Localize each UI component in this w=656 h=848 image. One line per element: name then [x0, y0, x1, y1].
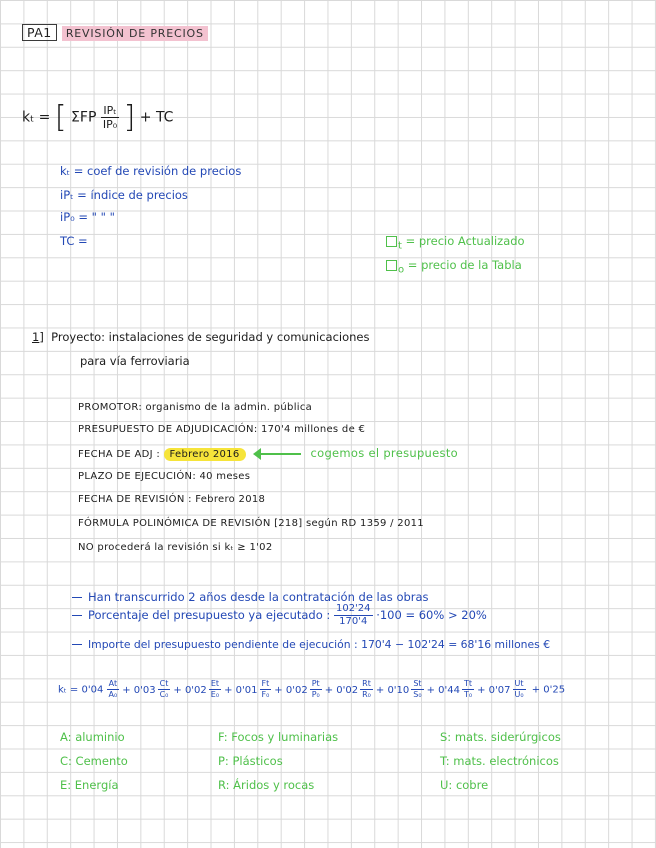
fraction-denominator: F₀	[261, 690, 270, 699]
kt-term-fraction	[513, 680, 526, 699]
formula-rhs: + TC	[139, 109, 174, 126]
bullet-importe	[72, 637, 550, 651]
fraction-numerator: Ct	[159, 679, 169, 688]
legend-col2-item: R: Áridos y rocas	[218, 778, 315, 792]
bracket-open: [	[54, 100, 67, 135]
kt-term-coef: + 0'02	[324, 684, 359, 696]
presupuesto: PRESUPUESTO DE ADJUDICACIÓN: 170'4 millones de €	[78, 424, 366, 435]
no-procedera: NO procederá la revisión si kₜ ≥ 1'02	[78, 542, 273, 553]
fraction-denominator: A₀	[108, 690, 118, 699]
fraction-denominator: R₀	[362, 690, 371, 699]
fraction-denominator: P₀	[311, 690, 320, 699]
price-def-text: = precio de la Tabla	[407, 258, 522, 272]
legend-col2-item: P: Plásticos	[218, 754, 283, 768]
definition-kt: kₜ = coef de revisión de precios	[60, 164, 242, 178]
formula-lhs: kₜ =	[22, 109, 51, 126]
fraction-numerator: 102'24	[335, 603, 371, 614]
header	[22, 22, 208, 41]
bullet-text: Han transcurrido 2 años desde la contratación de las obras	[88, 590, 429, 604]
kt-term	[173, 679, 221, 699]
kt-term-fraction	[462, 680, 474, 699]
fraction-numerator: Ut	[514, 679, 524, 688]
bullet-result: ·100 = 60% > 20%	[376, 608, 487, 622]
kt-term-fraction	[107, 680, 120, 699]
formula-sum: ΣFP	[71, 109, 97, 126]
legend-col1-item: A: aluminio	[60, 730, 125, 744]
kt-term-coef: + 0'02	[173, 684, 207, 696]
kt-formula-tail: + 0'25	[531, 684, 566, 696]
price-def-actualizado	[386, 234, 525, 251]
formula-fraction	[101, 105, 119, 130]
formula-polinomica: FÓRMULA POLINÓMICA DE REVISIÓN [218] según RD 1359 / 2011	[78, 518, 424, 529]
fraction-numerator: Tt	[464, 679, 473, 688]
bullet-porcentaje	[72, 604, 487, 627]
fraction-numerator: Et	[210, 679, 220, 688]
kt-term	[224, 679, 271, 699]
definition-ipo: iP₀ = " " "	[60, 210, 115, 224]
page-title: REVISIÓN DE PRECIOS	[62, 26, 208, 41]
fraction-denominator: S₀	[413, 690, 422, 699]
definition-ipt: iPₜ = índice de precios	[60, 188, 188, 202]
fraction-denominator: E₀	[210, 690, 220, 699]
price-def-tabla	[386, 258, 522, 275]
kt-term	[324, 679, 373, 699]
project-title-line1: Proyecto: instalaciones de seguridad y comunicaciones	[51, 330, 370, 344]
section-tag: PA1	[22, 24, 57, 41]
dash-icon	[72, 615, 82, 617]
legend-col1-item: E: Energía	[60, 778, 119, 792]
promotor: PROMOTOR: organismo de la admin. pública	[78, 402, 313, 413]
project-title	[32, 330, 370, 344]
kt-term	[274, 679, 321, 699]
fecha-revision: FECHA DE REVISIÓN : Febrero 2018	[78, 494, 266, 505]
project-number: 1]	[32, 330, 44, 344]
fraction-numerator: St	[413, 679, 422, 688]
kt-term-fraction	[259, 680, 271, 699]
fraction-numerator: At	[108, 679, 118, 688]
fraction-denominator: IP₀	[102, 118, 118, 131]
kt-term-coef: + 0'02	[274, 684, 308, 696]
legend-col2-item: F: Focos y luminarias	[218, 730, 339, 744]
fraction-denominator: 170'4	[339, 616, 368, 627]
dash-icon	[72, 597, 82, 599]
fraction-numerator: IPₜ	[103, 104, 117, 117]
kt-term-fraction	[158, 680, 171, 699]
project-title-line2: para vía ferroviaria	[80, 354, 190, 368]
bullet-text: Importe del presupuesto pendiente de ejecución : 170'4 − 102'24 = 68'16 millones €	[88, 638, 551, 651]
fecha-adjudicacion	[78, 446, 458, 460]
legend-col3-item: U: cobre	[440, 778, 489, 792]
fraction-denominator: T₀	[464, 690, 473, 699]
project-number-text: 1	[32, 330, 40, 344]
price-def-subscript: t	[398, 240, 402, 252]
main-formula	[22, 100, 173, 135]
fraction-denominator: U₀	[514, 690, 524, 699]
kt-term-coef: + 0'03	[122, 684, 156, 696]
bullet-fraction	[334, 604, 373, 627]
box-symbol-icon	[386, 236, 397, 247]
fraction-numerator: Rt	[362, 679, 371, 688]
price-def-text: = precio Actualizado	[405, 234, 525, 248]
fecha-adj-label: FECHA DE ADJ :	[78, 449, 161, 460]
fraction-numerator: Pt	[311, 679, 320, 688]
kt-formula-lhs: kₜ = 0'04	[58, 684, 104, 696]
arrow-left-icon	[255, 453, 301, 455]
legend-col3-item: S: mats. siderúrgicos	[440, 730, 561, 744]
fraction-denominator: C₀	[159, 690, 169, 699]
kt-term	[426, 679, 475, 699]
bullet-text: Porcentaje del presupuesto ya ejecutado :	[88, 608, 331, 622]
kt-term	[122, 679, 170, 699]
kt-term	[375, 679, 424, 699]
kt-term-fraction	[310, 680, 322, 699]
kt-term-coef: + 0'44	[426, 684, 460, 696]
kt-formula	[58, 680, 565, 699]
dash-icon	[72, 644, 82, 646]
fecha-adj-value: Febrero 2016	[164, 448, 246, 461]
kt-term-fraction	[360, 680, 373, 699]
definition-tc: TC =	[60, 234, 88, 248]
plazo: PLAZO DE EJECUCIÓN: 40 meses	[78, 471, 251, 482]
box-symbol-icon	[386, 260, 397, 271]
kt-formula-terms	[107, 679, 529, 699]
kt-term	[107, 679, 120, 699]
kt-term-fraction	[411, 680, 423, 699]
kt-term-coef: + 0'01	[224, 684, 258, 696]
legend-col1-item: C: Cemento	[60, 754, 128, 768]
kt-term-coef: + 0'10	[375, 684, 410, 696]
bullet-transcurrido	[72, 590, 429, 604]
fraction-numerator: Ft	[261, 679, 270, 688]
kt-term	[477, 679, 525, 699]
kt-term-coef: + 0'07	[477, 684, 511, 696]
price-def-subscript: o	[398, 264, 405, 276]
bracket-close: ]	[123, 100, 136, 135]
kt-term-fraction	[209, 680, 221, 699]
cogemos-note: cogemos el presupuesto	[310, 446, 458, 460]
legend-col3-item: T: mats. electrónicos	[440, 754, 559, 768]
